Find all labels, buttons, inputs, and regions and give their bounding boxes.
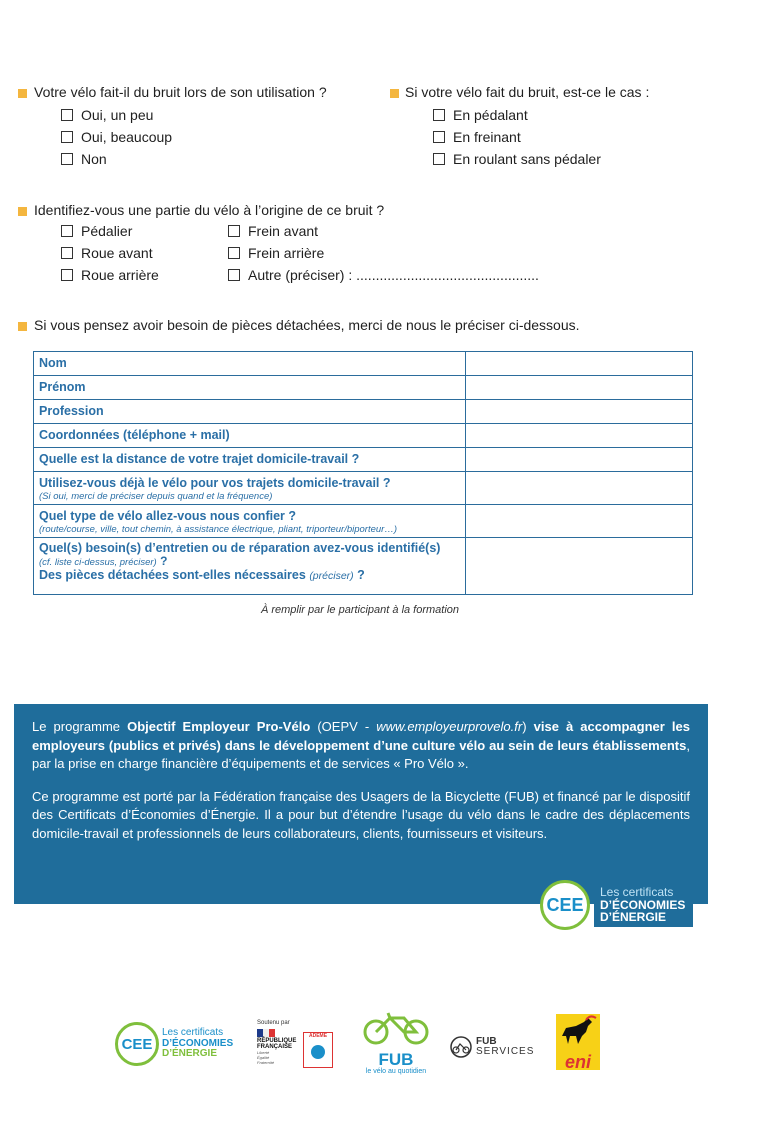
table-row xyxy=(34,448,692,472)
row-label: Prénom xyxy=(34,376,466,399)
cee-badge-icon: CEE xyxy=(540,880,590,930)
checkbox-icon[interactable] xyxy=(433,131,445,143)
question-noise-part: Identifiez-vous une partie du vélo à l’origine de ce bruit ? xyxy=(34,202,385,218)
checkbox-option[interactable]: Oui, un peu xyxy=(61,107,153,123)
bullet-icon xyxy=(18,207,27,216)
table-caption: À remplir par le participant à la formation xyxy=(260,604,460,616)
table-row xyxy=(34,400,692,424)
ademe-icon xyxy=(311,1045,325,1059)
ademe-logo: ADEME xyxy=(303,1032,333,1068)
row-label: Quelle est la distance de votre trajet domicile-travail ? xyxy=(34,448,466,471)
table-row xyxy=(34,352,692,376)
bullet-icon xyxy=(18,89,27,98)
checkbox-option[interactable]: Roue arrière xyxy=(61,267,159,283)
table-row xyxy=(34,538,692,594)
table-row xyxy=(34,472,692,505)
checkbox-icon[interactable] xyxy=(61,131,73,143)
checkbox-icon[interactable] xyxy=(61,269,73,281)
question-noise-when: Si votre vélo fait du bruit, est-ce le cas : xyxy=(405,84,650,100)
checkbox-icon[interactable] xyxy=(228,269,240,281)
program-description: Le programme Objectif Employeur Pro-Vélo (OEPV - www.employeurprovelo.fr) vise à accompagner les employeurs (publics et privés) dans le développement d’une culture vélo au sein de leurs établissements, par la prise en charge financière d’équipements et de services « Pro Vélo ». xyxy=(32,719,690,771)
row-label: Nom xyxy=(34,352,466,375)
bicycle-icon xyxy=(360,1012,432,1046)
checkbox-icon[interactable] xyxy=(61,247,73,259)
eni-logo: eni xyxy=(556,1014,600,1070)
marianne-icon xyxy=(257,1029,275,1037)
program-funding-text: Ce programme est porté par la Fédération française des Usagers de la Bicyclette (FUB) et financé par le dispositif des Certificats d’Économies d’Énergie. Il a pour but d’étendre l’usage du vélo dans le cadre des déplacements domicile-travail et professionnels de leurs collaborateurs, clients, fournisseurs et visiteurs. xyxy=(32,788,690,841)
row-hint: (cf. liste ci-dessus, préciser) xyxy=(39,557,157,568)
answer-field[interactable] xyxy=(466,505,692,537)
checkbox-option[interactable]: Pédalier xyxy=(61,223,132,239)
row-label: Quel type de vélo allez-vous nous confier ? (route/course, ville, tout chemin, à assistance électrique, pliant, triporteur/biporteur…) xyxy=(34,505,466,537)
row-hint: (préciser) xyxy=(309,570,354,582)
table-row xyxy=(34,505,692,538)
row-label: Quel(s) besoin(s) d’entretien ou de réparation avez-vous identifié(s) (cf. liste ci-dessus, préciser) ? Des pièces détachées sont-elles nécessaires (préciser) ? xyxy=(34,538,466,594)
checkbox-option[interactable]: Roue avant xyxy=(61,245,153,261)
row-label: Utilisez-vous déjà le vélo pour vos trajets domicile-travail ? (Si oui, merci de préciser depuis quand et la fréquence) xyxy=(34,472,466,504)
checkbox-option[interactable]: En freinant xyxy=(433,129,521,145)
participant-form-table xyxy=(33,351,693,595)
bullet-icon xyxy=(18,322,27,331)
checkbox-icon[interactable] xyxy=(61,153,73,165)
checkbox-option[interactable]: En pédalant xyxy=(433,107,528,123)
answer-field[interactable] xyxy=(466,352,692,375)
question-spare-parts: Si vous pensez avoir besoin de pièces détachées, merci de nous le préciser ci-dessous. xyxy=(34,317,580,333)
question-noise: Votre vélo fait-il du bruit lors de son utilisation ? xyxy=(34,84,327,100)
row-label: Profession xyxy=(34,400,466,423)
checkbox-option[interactable]: Frein avant xyxy=(228,223,318,239)
checkbox-option[interactable]: Frein arrière xyxy=(228,245,324,261)
checkbox-option[interactable]: En roulant sans pédaler xyxy=(433,151,601,167)
table-row xyxy=(34,424,692,448)
row-label: Coordonnées (téléphone + mail) xyxy=(34,424,466,447)
checkbox-icon[interactable] xyxy=(228,247,240,259)
table-row xyxy=(34,376,692,400)
bicycle-circle-icon xyxy=(450,1036,472,1058)
checkbox-icon[interactable] xyxy=(61,109,73,121)
cee-logo: CEE Les certificats D’ÉCONOMIES D’ÉNERGIE xyxy=(540,880,693,930)
checkbox-icon[interactable] xyxy=(228,225,240,237)
cee-footer-logo: CEE Les certificats D’ÉCONOMIES D’ÉNERGIE xyxy=(115,1022,233,1066)
row-hint: (route/course, ville, tout chemin, à assistance électrique, pliant, triporteur/biporteur…) xyxy=(39,524,397,535)
fub-services-logo: FUB SERVICES xyxy=(450,1036,534,1058)
answer-field[interactable] xyxy=(466,400,692,423)
answer-field[interactable] xyxy=(466,376,692,399)
checkbox-icon[interactable] xyxy=(433,153,445,165)
answer-field[interactable] xyxy=(466,538,692,594)
six-legged-dog-icon xyxy=(556,1014,600,1048)
answer-field[interactable] xyxy=(466,472,692,504)
answer-field[interactable] xyxy=(466,424,692,447)
cee-badge-icon: CEE xyxy=(115,1022,159,1066)
checkbox-icon[interactable] xyxy=(61,225,73,237)
answer-field[interactable] xyxy=(466,448,692,471)
checkbox-icon[interactable] xyxy=(433,109,445,121)
program-info-panel xyxy=(14,704,708,904)
bullet-icon xyxy=(390,89,399,98)
republique-francaise-logo: Soutenu par RÉPUBLIQUE FRANÇAISE Liberté Égalité Fraternité ADEME xyxy=(257,1020,337,1070)
fub-logo: FUB le vélo au quotidien xyxy=(360,1012,432,1076)
checkbox-option[interactable]: Non xyxy=(61,151,107,167)
row-hint: (Si oui, merci de préciser depuis quand et la fréquence) xyxy=(39,491,273,502)
checkbox-option[interactable]: Oui, beaucoup xyxy=(61,129,172,145)
checkbox-option-other[interactable]: Autre (préciser) : ............................................... xyxy=(228,267,539,283)
